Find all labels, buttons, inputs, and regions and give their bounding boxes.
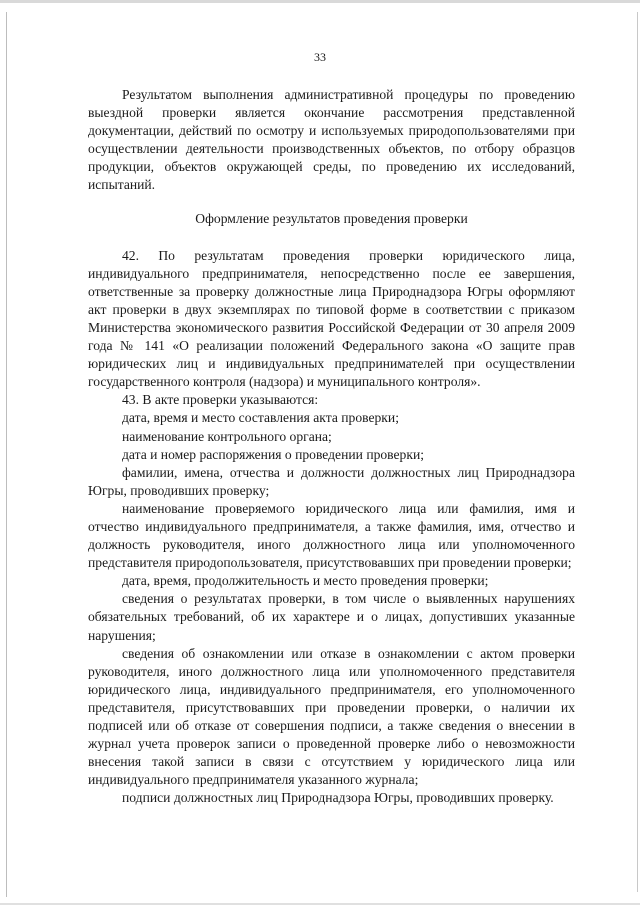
scan-edge-top	[0, 0, 640, 3]
list-item: сведения о результатах проверки, в том числе о выявленных нарушениях обязательных требований, об их характере и о лицах, допустивших указанные нарушения;	[88, 591, 575, 643]
list-item: фамилии, имена, отчества и должности должностных лиц Природнадзора Югры, проводивших проверку;	[88, 464, 575, 498]
paragraph-43: 43. В акте проверки указываются:	[122, 392, 319, 408]
list-item: сведения об ознакомлении или отказе в ознакомлении с актом проверки руководителя, иного должностного лица или уполномоченного представителя юридического лица, индивидуального предпринимателя, его уполномоченного представителя, присутствовавших при проведении проверки, о наличии их подписей или об отказе от совершения подписи, а также сведения о внесении в журнал учета проверок записи о проведенной проверке либо о невозможности внесения такой записи в связи с отсутствием у юридического лица или индивидуального предпринимателя указанного журнала;	[88, 645, 575, 788]
intro-paragraph: Результатом выполнения административной процедуры по проведению выездной проверки является окончание рассмотрения представленной документации, действий по осмотру и используемых природопользователями при осуществлении деятельности производственных объектов, по отбору образцов продукции, объектов окружающей среды, по проведению их исследований, испытаний.	[88, 87, 575, 193]
document-body	[88, 86, 575, 807]
list-item: подписи должностных лиц Природнадзора Югры, проводивших проверку.	[122, 790, 554, 806]
scan-edge-left	[6, 12, 7, 897]
list-item: дата и номер распоряжения о проведении проверки;	[122, 446, 425, 462]
paragraph-42: 42. По результатам проведения проверки юридического лица, индивидуального предпринимателя, непосредственно после ее завершения, ответственные за проверку должностные лица Природнадзора Югры оформляют акт проверки в двух экземплярах по типовой форме в соответствии с приказом Министерства экономического развития Российской Федерации от 30 апреля 2009 года № 141 «О реализации положений Федерального закона «О защите прав юридических лиц и индивидуальных предпринимателей при осуществлении государственного контроля (надзора) и муниципального контроля».	[88, 247, 575, 390]
list-item: дата, время и место составления акта проверки;	[122, 410, 399, 426]
list-item: наименование проверяемого юридического лица или фамилия, имя и отчество индивидуального предпринимателя, а также фамилия, имя, отчество и должность руководителя, иного должностного лица или уполномоченного представителя природопользователя, присутствовавших при проведении проверки;	[88, 500, 575, 571]
list-item: дата, время, продолжительность и место проведения проверки;	[122, 573, 489, 589]
page-number: 33	[314, 50, 326, 64]
list-item: наименование контрольного органа;	[122, 428, 332, 444]
section-heading: Оформление результатов проведения проверки	[195, 210, 468, 226]
scan-edge-right	[637, 12, 638, 892]
